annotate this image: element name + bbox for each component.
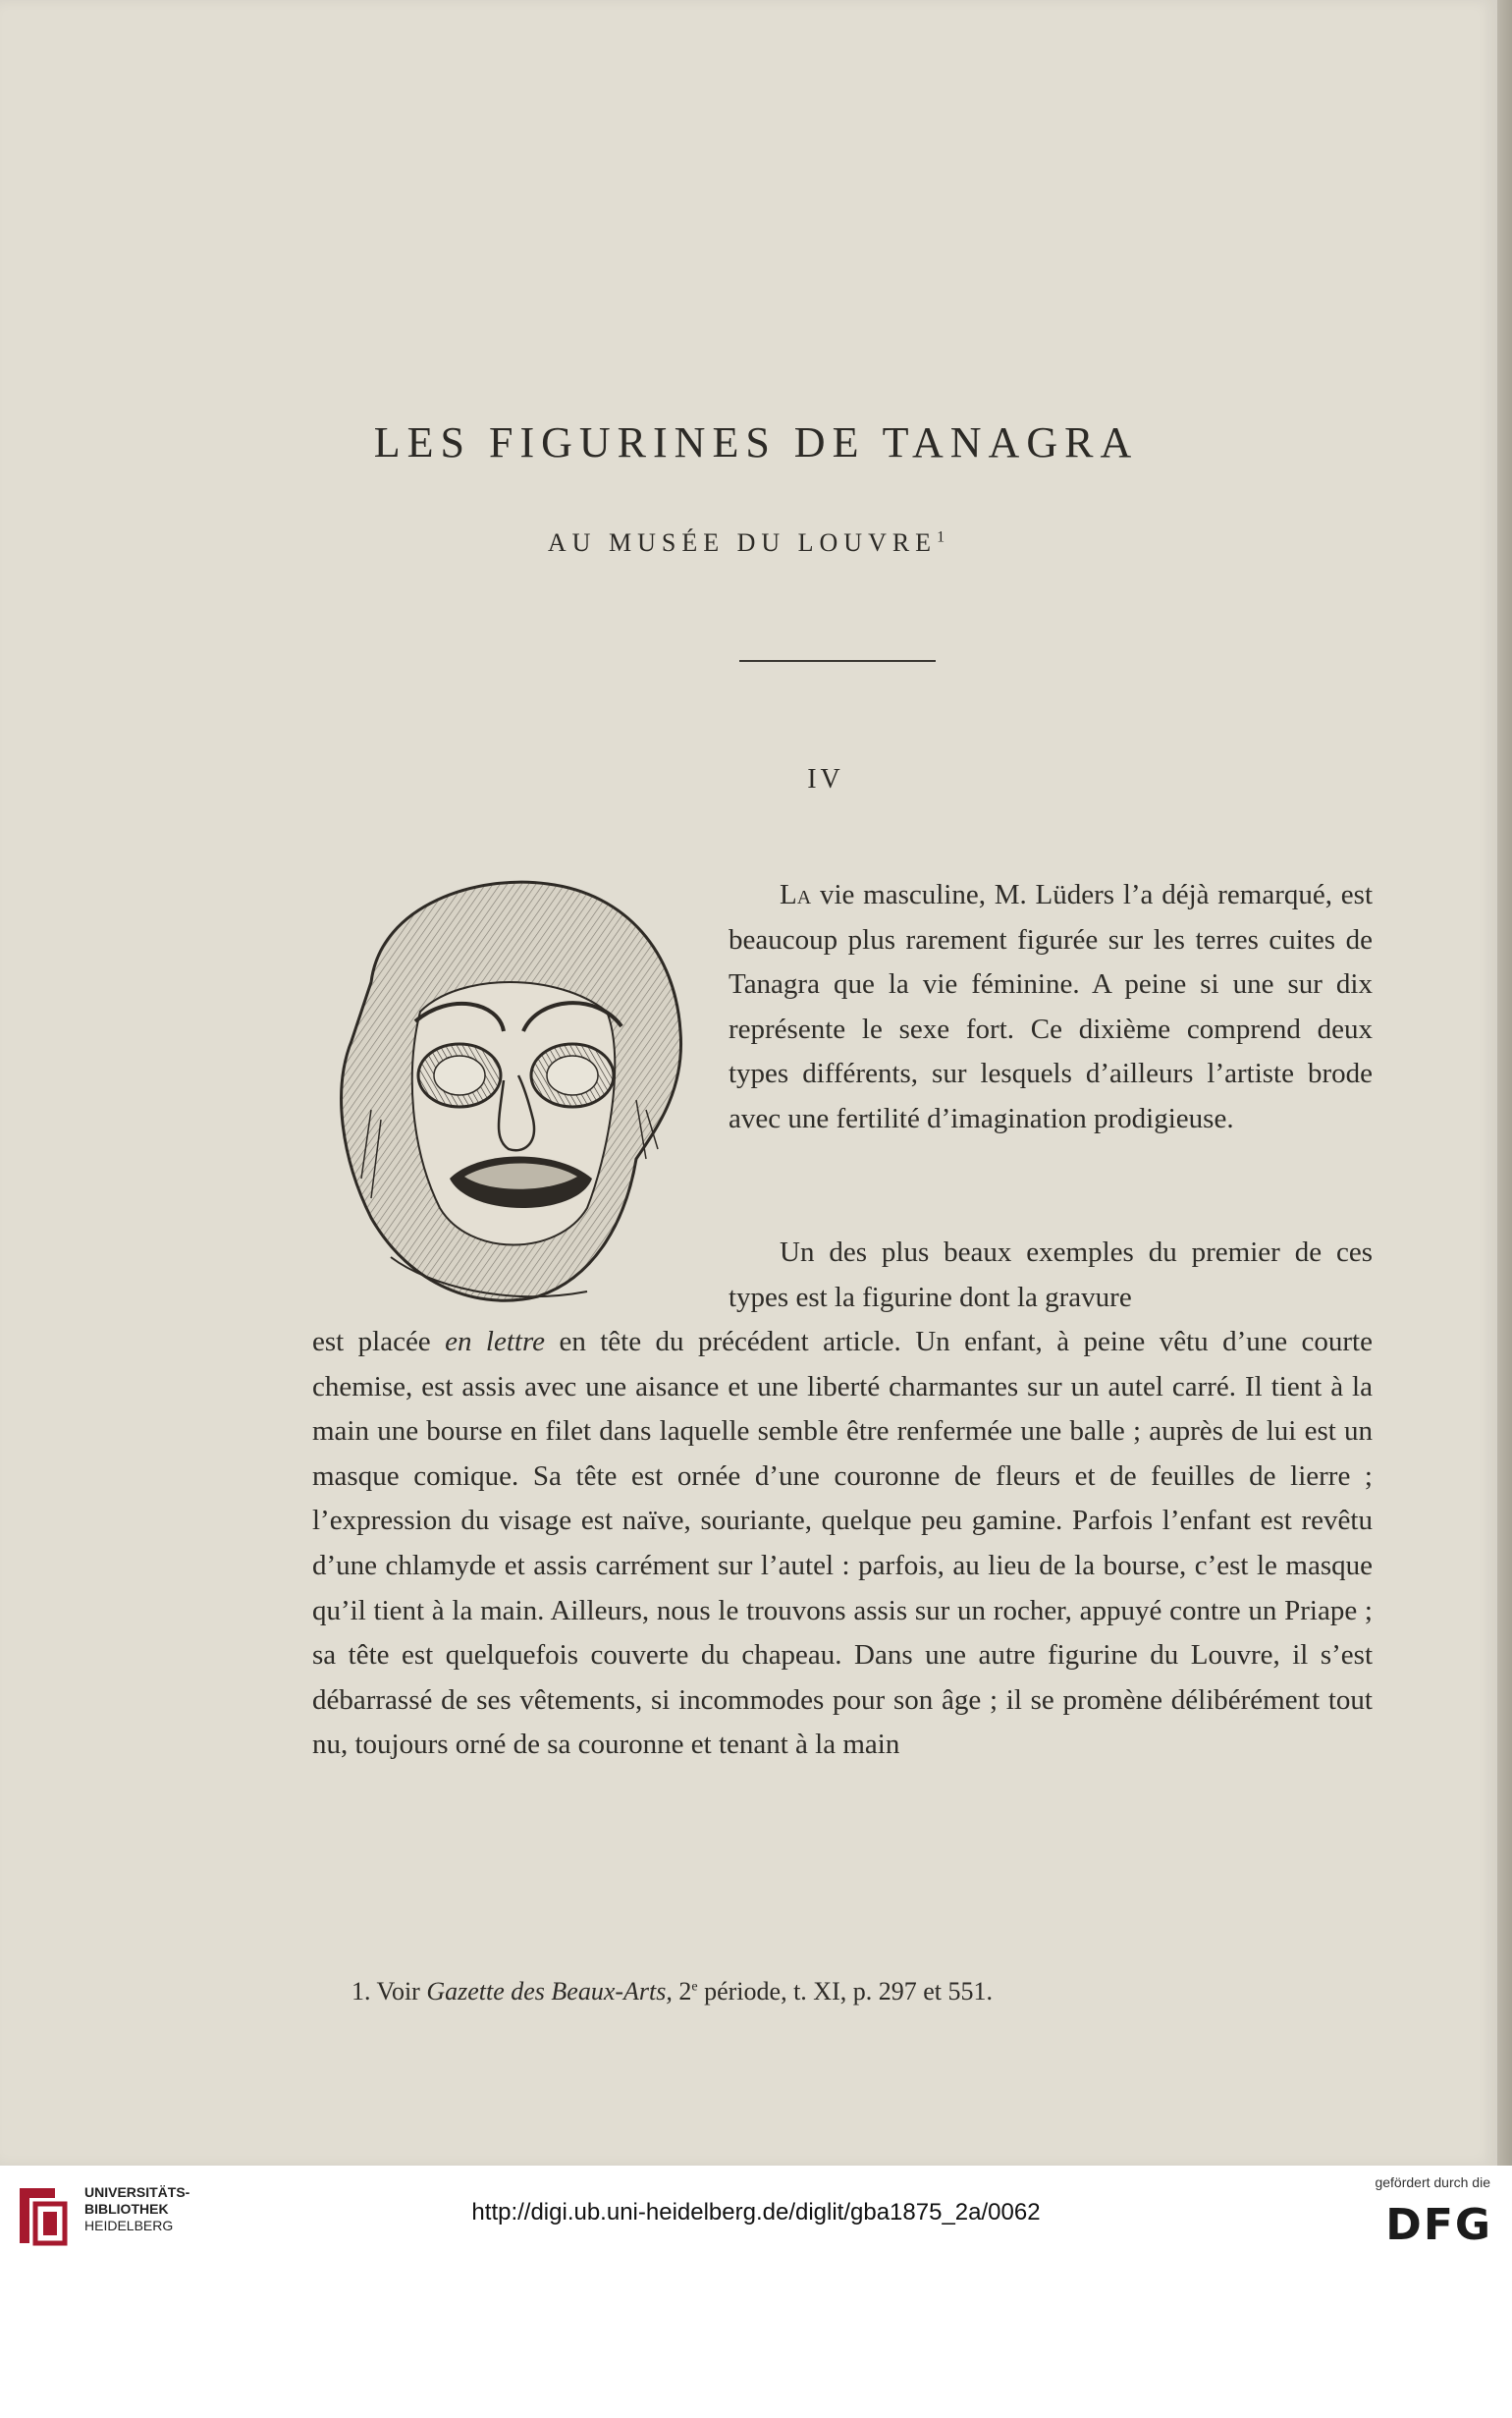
dfg-logo-icon[interactable]: DFG	[1385, 2200, 1492, 2250]
theater-mask-illustration	[312, 864, 700, 1316]
footnote-rest: période, t. XI, p. 297 et 551.	[697, 1977, 993, 2006]
library-line-3: HEIDELBERG	[84, 2218, 174, 2233]
footnote-period-num: 2	[672, 1977, 692, 2006]
title-divider	[739, 660, 936, 662]
library-line-2: BIBLIOTHEK	[84, 2201, 169, 2217]
funding-label: gefördert durch die	[1375, 2174, 1490, 2190]
paragraph-1	[729, 873, 1373, 1142]
section-number: IV	[807, 764, 844, 795]
drop-word: La	[780, 879, 812, 910]
footnote	[351, 1977, 993, 2006]
paragraph-1-text: vie masculine, M. Lüders l’a déjà remarqué, est beaucoup plus rarement figurée sur les terres cuites de Tanagra que la vie féminine. A peine si une sur dix représente le sexe fort. Ce dixième comprend deux types différents, sur lesquels d’ailleurs l’artiste brode avec une fertilité d’imagination prodigieuse.	[729, 879, 1373, 1134]
paragraph-3-start: est placée	[312, 1326, 446, 1357]
paragraph-2: Un des plus beaux exemples du premier de ces types est la figurine dont la gravure	[729, 1236, 1373, 1313]
subtitle-footnote-marker: 1	[937, 528, 945, 546]
article-title: LES FIGURINES DE TANAGRA	[373, 418, 1139, 467]
library-line-1: UNIVERSITÄTS-	[84, 2184, 190, 2200]
footnote-pre: Voir	[370, 1977, 427, 2006]
footnote-journal: Gazette des Beaux-Arts,	[426, 1977, 673, 2006]
paragraph-3-rest: en tête du précédent article. Un enfant, à peine vêtu d’une courte chemise, est assis avec une aisance et une liberté charmantes sur un autel carré. Il tient à la main une bourse en filet dans laquelle semble être renfermée une balle ; auprès de lui est un masque comique. Sa tête est ornée d’une couronne de fleurs et de feuilles de lierre ; l’expression du visage est naïve, souriante, quelque peu gamine. Parfois l’enfant est revêtu d’une chlamyde et assis carrément sur l’autel : parfois, au lieu de la bourse, c’est le masque qu’il tient à la main. Ailleurs, nous le trouvons assis sur un rocher, appuyé contre un Priape ; sa tête est quelquefois couverte du chapeau. Dans une autre figurine du Louvre, il s’est débarrassé de ses vêtements, si incommodes pour son âge ; il se promène délibérément tout nu, toujours orné de sa couronne et tenant à la main	[312, 1326, 1373, 1761]
subtitle-text: AU MUSÉE DU LOUVRE	[547, 528, 938, 557]
permalink-url[interactable]: http://digi.ub.uni-heidelberg.de/diglit/gba1875_2a/0062	[471, 2199, 1041, 2226]
footnote-number: 1.	[351, 1977, 371, 2006]
italic-phrase: en lettre	[445, 1326, 546, 1357]
paragraph-3	[312, 1320, 1373, 1768]
page-edge	[1497, 0, 1512, 2166]
article-subtitle	[0, 528, 1492, 558]
footnote-period-sup: e	[691, 1979, 698, 1995]
